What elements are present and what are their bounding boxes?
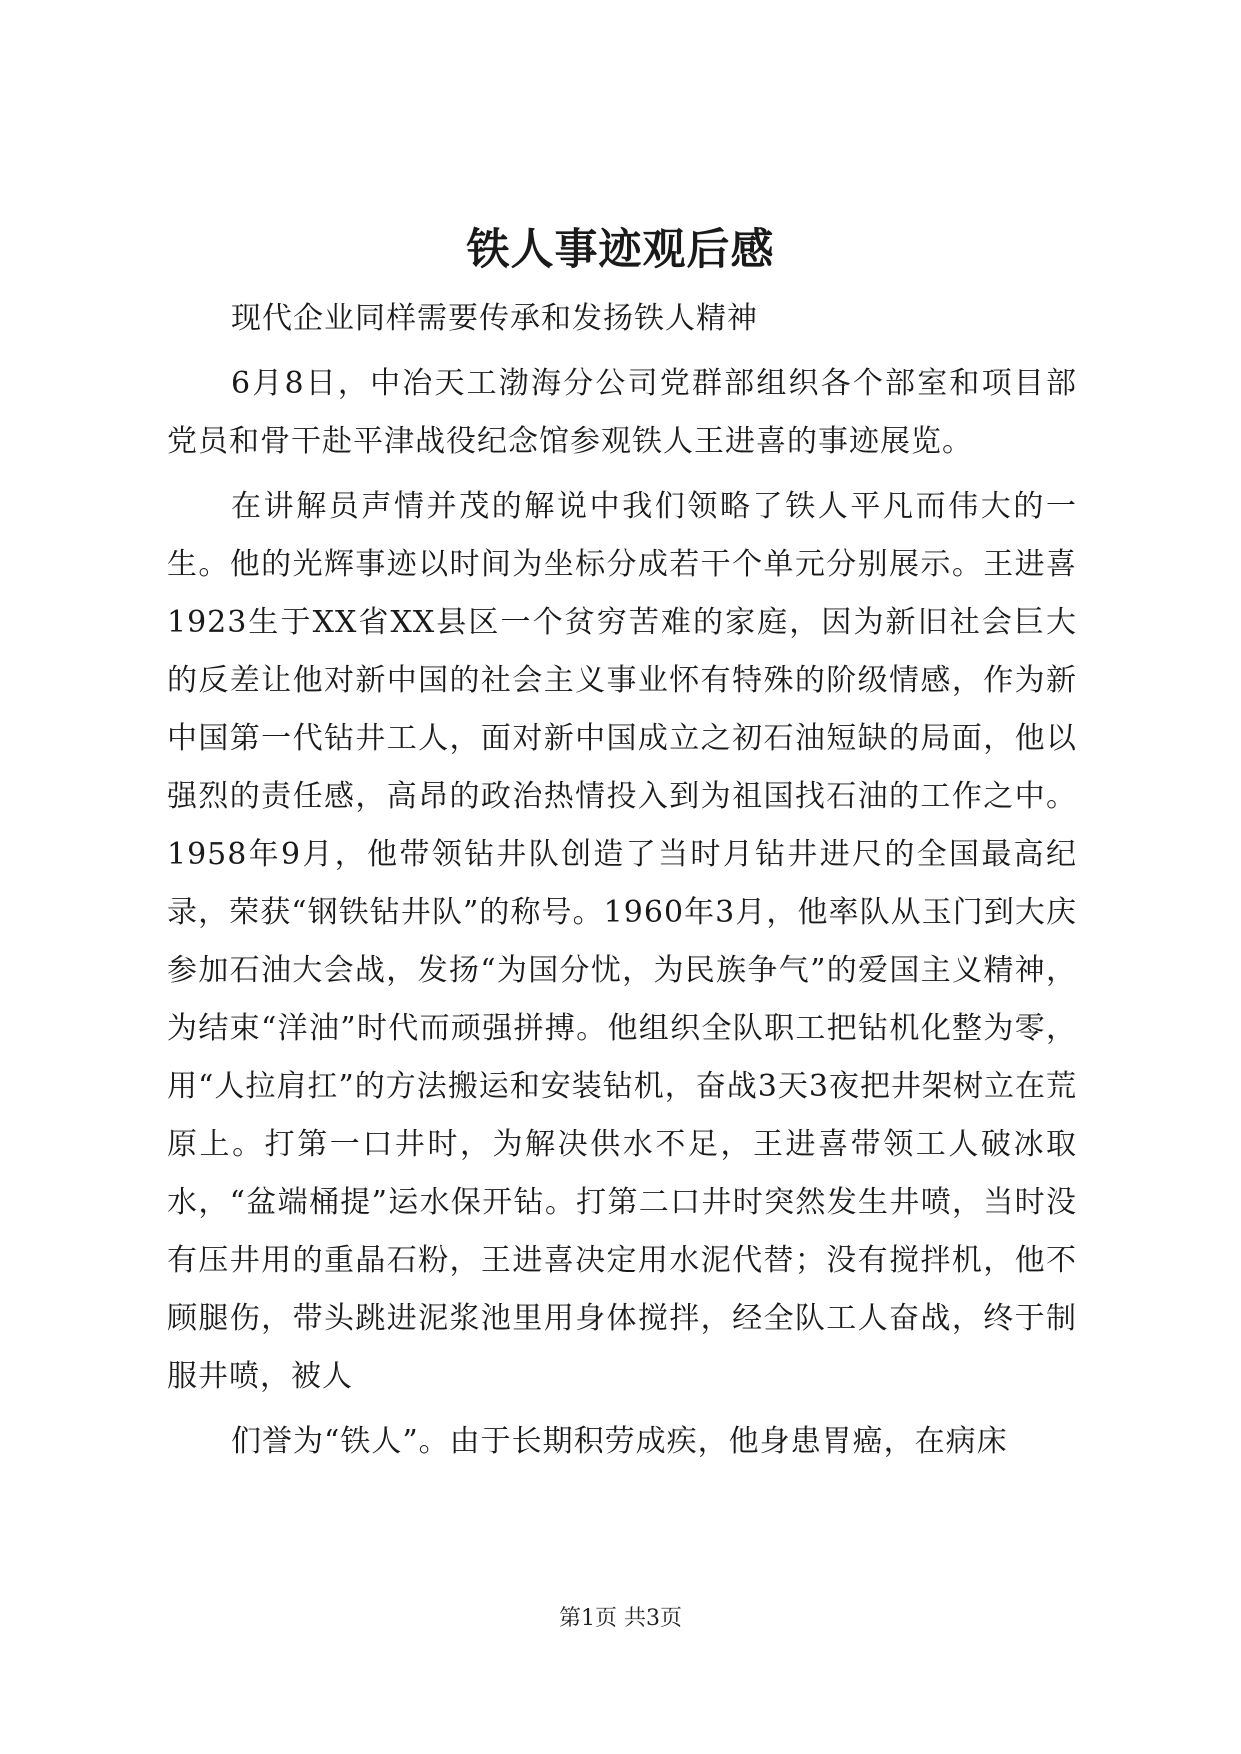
subtitle-paragraph: 现代企业同样需要传承和发扬铁人精神 [231, 301, 758, 336]
page-number-footer: 第1页 共3页 [559, 1606, 682, 1631]
body-paragraph: 们誉为“铁人”。由于长期积劳成疾，他身患胃癌，在病床 [231, 1424, 1008, 1459]
document-title: 铁人事迹观后感 [466, 225, 775, 275]
document-body [167, 290, 1077, 1471]
body-paragraph: 6月8日，中冶天工渤海分公司党群部组织各个部室和项目部党员和骨干赴平津战役纪念馆参观铁人王进喜的事迹展览。 [167, 366, 1077, 459]
body-paragraph: 在讲解员声情并茂的解说中我们领略了铁人平凡而伟大的一生。他的光辉事迹以时间为坐标分成若干个单元分别展示。王进喜1923生于XX省XX县区一个贫穷苦难的家庭，因为新旧社会巨大的反差让他对新中国的社会主义事业怀有特殊的阶级情感，作为新中国第一代钻井工人，面对新中国成立之初石油短缺的局面，他以强烈的责任感，高昂的政治热情投入到为祖国找石油的工作之中。1958年9月，他带领钻井队创造了当时月钻井进尺的全国最高纪录，荣获“钢铁钻井队”的称号。1960年3月，他率队从玉门到大庆参加石油大会战，发扬“为国分忧，为民族争气”的爱国主义精神，为结束“洋油”时代而顽强拼搏。他组织全队职工把钻机化整为零，用“人拉肩扛”的方法搬运和安装钻机，奋战3天3夜把井架树立在荒原上。打第一口井时，为解决供水不足，王进喜带领工人破冰取水，“盆端桶提”运水保开钻。打第二口井时突然发生井喷，当时没有压井用的重晶石粉，王进喜决定用水泥代替；没有搅拌机，他不顾腿伤，带头跳进泥浆池里用身体搅拌，经全队工人奋战，终于制服井喷，被人 [167, 489, 1077, 1394]
